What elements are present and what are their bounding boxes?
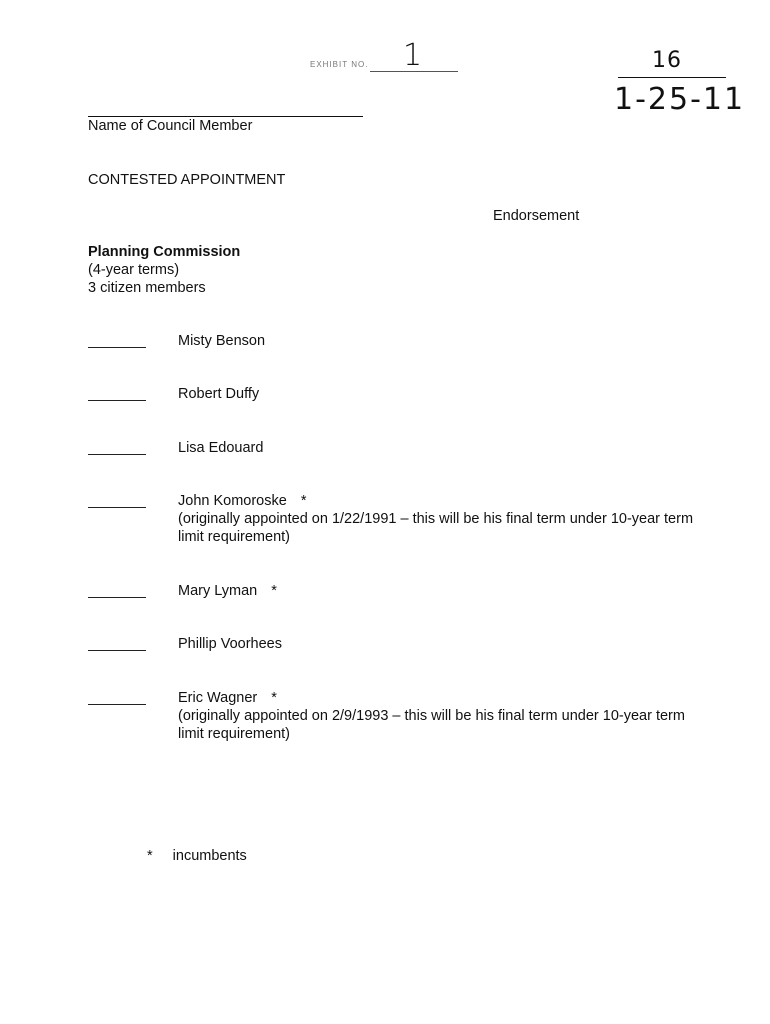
- candidate-name: Eric Wagner: [178, 690, 258, 706]
- candidate-name: Mary Lyman: [178, 583, 258, 599]
- candidate-note: (originally appointed on 1/22/1991 – this will be his final term under 10-year term limit requirement): [178, 511, 694, 545]
- endorsement-blank[interactable]: [88, 400, 146, 401]
- candidate-name: John Komoroske: [178, 493, 287, 509]
- candidate-name: Robert Duffy: [178, 386, 260, 402]
- candidate-details: [178, 385, 708, 403]
- agenda-item-number: 16: [652, 48, 682, 73]
- agenda-date: 1-25-11: [614, 82, 746, 117]
- council-member-label: Name of Council Member: [88, 118, 253, 134]
- commission-seats: 3 citizen members: [88, 280, 206, 296]
- candidate-details: [178, 492, 708, 546]
- candidate-details: [178, 582, 708, 600]
- endorsement-blank[interactable]: [88, 597, 146, 598]
- endorsement-blank[interactable]: [88, 704, 146, 705]
- commission-info: [88, 243, 240, 297]
- endorsement-blank[interactable]: [88, 507, 146, 508]
- agenda-divider-line: [618, 77, 726, 78]
- endorsement-blank[interactable]: [88, 650, 146, 651]
- exhibit-stamp-label: EXHIBIT NO.: [310, 60, 369, 69]
- endorsement-blank[interactable]: [88, 347, 146, 348]
- commission-term: (4-year terms): [88, 262, 180, 278]
- candidate-details: [178, 689, 708, 743]
- document-heading: CONTESTED APPOINTMENT: [88, 172, 286, 188]
- candidate-name: Lisa Edouard: [178, 440, 264, 456]
- candidate-details: [178, 635, 708, 653]
- candidate-details: [178, 439, 708, 457]
- incumbent-marker: *: [271, 690, 277, 706]
- endorsement-column-heading: Endorsement: [493, 208, 580, 224]
- exhibit-number: 1: [403, 38, 423, 73]
- endorsement-blank[interactable]: [88, 454, 146, 455]
- incumbent-marker: *: [300, 493, 307, 509]
- candidate-name: Misty Benson: [178, 333, 266, 349]
- candidate-name: Phillip Voorhees: [178, 636, 282, 652]
- footnote: [147, 848, 247, 864]
- footnote-text: incumbents: [172, 848, 247, 864]
- commission-title: Planning Commission: [88, 244, 241, 260]
- footnote-marker: *: [147, 848, 153, 864]
- candidate-details: [178, 332, 708, 350]
- candidate-note: (originally appointed on 2/9/1993 – this will be his final term under 10-year term limit requirement): [178, 708, 685, 742]
- incumbent-marker: *: [271, 583, 277, 599]
- council-member-signature-line[interactable]: [88, 116, 363, 117]
